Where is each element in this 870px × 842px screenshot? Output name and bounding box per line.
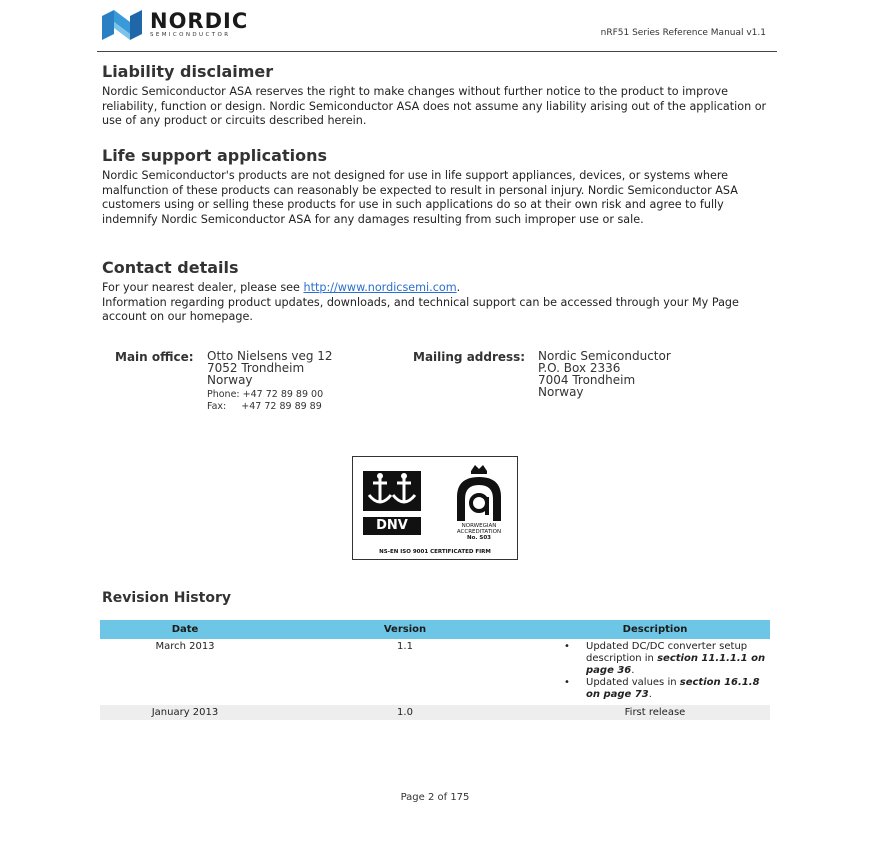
contact-section (102, 258, 772, 325)
address-line: Nordic Semiconductor (538, 349, 671, 363)
dealer-line (102, 281, 772, 296)
nordic-logo (100, 10, 248, 40)
section-reference: section 11.1.1.1 on page 36 (586, 653, 766, 676)
revision-history-title: Revision History (102, 590, 231, 606)
table-row (100, 705, 770, 720)
life-support-section (102, 146, 772, 227)
accreditation-line: ACCREDITATION (456, 529, 502, 535)
revision-date: March 2013 (155, 641, 215, 652)
address-line: Otto Nielsens veg 12 (207, 349, 333, 363)
revision-date: January 2013 (100, 705, 270, 720)
certification-badge (352, 456, 518, 560)
revision-version: 1.1 (397, 641, 413, 652)
accreditation-line: NORWEGIAN (461, 523, 497, 529)
fax-number (207, 401, 333, 413)
address-line: Norway (538, 385, 584, 399)
section-paragraph: Nordic Semiconductor's products are not designed for use in life support appliances, devices, or systems where malfunction of these products can reasonably be expected to result in personal injury. Nordic Semiconductor ASA customers using or selling these products for use in such applications do so at their own risk and agree to fully indemnify Nordic Semiconductor ASA for any damages resulting from such improper use or sale. (102, 169, 738, 226)
revision-description: First release (540, 705, 770, 720)
norwegian-accreditation-icon (451, 461, 507, 523)
table-header-row (100, 620, 770, 639)
accreditation-code: No. S03 (466, 535, 491, 541)
revision-version: 1.0 (270, 705, 540, 720)
description-end: . (648, 689, 652, 700)
column-header-version: Version (270, 620, 540, 639)
description-text: Updated DC/DC converter setup description in (586, 641, 748, 664)
dealer-suffix: . (456, 281, 461, 294)
address-line: Norway (207, 373, 253, 387)
address-line: 7004 Trondheim (538, 373, 636, 387)
mailing-address-label: Mailing address: (413, 350, 526, 364)
document-title: nRF51 Series Reference Manual v1.1 (600, 28, 766, 38)
accreditation-text (441, 523, 517, 541)
list-item: • Updated values in section 16.1.8 on page 73. (564, 677, 760, 700)
phone-number: Phone: +47 72 89 89 00 (207, 389, 324, 400)
logo-name: NORDIC (150, 9, 249, 33)
page-number: Page 2 of 175 (400, 792, 470, 803)
certificated-firm-text: NS-EN ISO 9001 CERTIFICATED FIRM (379, 549, 491, 555)
section-heading: Contact details (102, 258, 239, 277)
dnv-anchors-icon (363, 471, 421, 511)
liability-section (102, 62, 772, 129)
header-divider (97, 51, 777, 52)
table-row (100, 639, 770, 705)
mailing-address (538, 350, 671, 398)
address-line: P.O. Box 2336 (538, 361, 621, 375)
logo-subtitle: SEMICONDUCTOR (150, 32, 231, 38)
fax-value: +47 72 89 89 89 (241, 401, 322, 412)
column-header-date: Date (100, 620, 270, 639)
fax-label: Fax: (207, 401, 227, 412)
dnv-label: DNV (363, 517, 421, 535)
section-paragraph: Nordic Semiconductor ASA reserves the right to make changes without further notice to the product to improve reliability, function or design. Nordic Semiconductor ASA does not assume any liability arising out of the application or use of any product or circuits described herein. (102, 85, 767, 128)
main-office-address (207, 350, 333, 413)
nordicsemi-link[interactable]: http://www.nordicsemi.com (303, 281, 457, 294)
revision-history-table (100, 620, 770, 720)
dealer-prefix: For your nearest dealer, please see (102, 281, 304, 294)
list-item: • Updated DC/DC converter setup description in section 11.1.1.1 on page 36. (564, 641, 766, 676)
description-text: Updated values in (586, 677, 680, 688)
nordic-logo-mark-icon (100, 10, 144, 40)
support-info: Information regarding product updates, downloads, and technical support can be accessed through your My Page account on our homepage. (102, 295, 739, 324)
section-heading: Liability disclaimer (102, 62, 274, 81)
description-end: . (631, 665, 635, 676)
address-line: 7052 Trondheim (207, 361, 305, 375)
revision-description (540, 639, 770, 705)
column-header-description: Description (540, 620, 770, 639)
section-heading: Life support applications (102, 146, 327, 165)
main-office-label: Main office: (115, 350, 194, 364)
section-reference: section 16.1.8 on page 73 (586, 677, 760, 700)
